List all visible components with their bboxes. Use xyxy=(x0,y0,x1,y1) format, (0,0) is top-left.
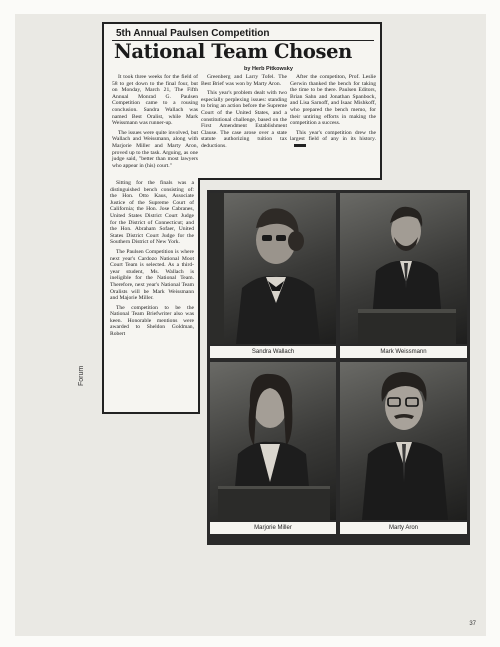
article-byline: by Herb Pitkowsky xyxy=(244,66,293,72)
paragraph: This year's problem dealt with two especially perplexing issues: standing to bring an action before the Supreme Court of the United States, and a constitutional challenge, based on the First Amendment Establishment Clause. The case arose over a state statute authorizing tuition tax deductions. xyxy=(201,90,287,149)
paragraph: The Paulsen Competition is where next year's Cardozo National Moot Court Team is selected. As a third-year student, Ms. Wallach is ineligible for the National Team. Therefore, next year's National Team Oralists will be Mark Weissmann and Majorie Miller. xyxy=(110,248,194,302)
article-box xyxy=(102,22,382,180)
portrait-figure xyxy=(210,193,336,344)
paragraph: Greenberg and Larry Tofel. The Best Brief was won by Marty Aron. xyxy=(201,74,287,87)
paragraph xyxy=(290,130,376,150)
portrait-figure xyxy=(210,362,336,520)
paragraph: The issues were quite involved, but Wallach and Weissmann, along with Marjorie Miller and Marty Aron, proved up to the task. Arguing, as one judge said, "better than most lawyers who appear in (his) court." xyxy=(112,129,198,169)
article-kicker: 5th Annual Paulsen Competition xyxy=(116,28,270,39)
photo-marjorie-miller xyxy=(210,362,336,520)
caption-marty-aron: Marty Aron xyxy=(340,522,467,534)
photo-marty-aron xyxy=(340,362,467,520)
article-headline: National Team Chosen xyxy=(114,40,352,63)
paragraph: The competition to be the National Team Briefwriter also was keen. Honorable mentions were awarded to Sheldon Goldman, Robert xyxy=(110,304,194,338)
continuation-box xyxy=(102,178,200,414)
column-1 xyxy=(112,74,198,172)
column-3 xyxy=(290,74,376,153)
portrait-figure xyxy=(340,193,467,344)
paragraph: It took three weeks for the field of 58 to get down to the final four, but on Monday, March 21, The Fifth Annual Monrad G. Paulsen Competition came to a rousing conclusion. Sandra Wallach was named Best Oralist, while Mark Weissmann was runner-up. xyxy=(112,74,198,127)
page-number: 37 xyxy=(469,621,476,627)
closing-text: This year's competition drew the largest field of any in its history. xyxy=(290,129,376,143)
column-2 xyxy=(201,74,287,153)
photo-mark-weissmann xyxy=(340,193,467,344)
photo-grid xyxy=(207,190,470,545)
section-label: Forum xyxy=(78,365,85,386)
caption-mark-weissmann: Mark Weissmann xyxy=(340,346,467,358)
paragraph: Sitting for the finals was a distinguished bench consisting of: the Hon. Otto Kaus, Associate Justice of the Supreme Court of California; the Hon. Jose Cabranes, United States District Court Judge for the District of Connecticut; and the Hon. Abraham Sofaer, United States District Court Judge for the Southern District of New York. xyxy=(110,180,194,246)
column-1-continued xyxy=(110,180,194,341)
end-mark-icon xyxy=(294,144,306,147)
paragraph: After the competiton, Prof. Leslie Gerwin thanked the bench for taking the time to be there. Paulsen Editors, Brian Sahn and Jonathan Spanbock, and Lisa Sarnoff, and Isaac Mishkoff, who prepared the bench memo, for their untiring efforts in making the competition a success. xyxy=(290,74,376,127)
portrait-figure xyxy=(340,362,467,520)
photo-sandra-wallach xyxy=(210,193,336,344)
caption-sandra-wallach: Sandra Wallach xyxy=(210,346,336,358)
caption-marjorie-miller: Marjorie Miller xyxy=(210,522,336,534)
